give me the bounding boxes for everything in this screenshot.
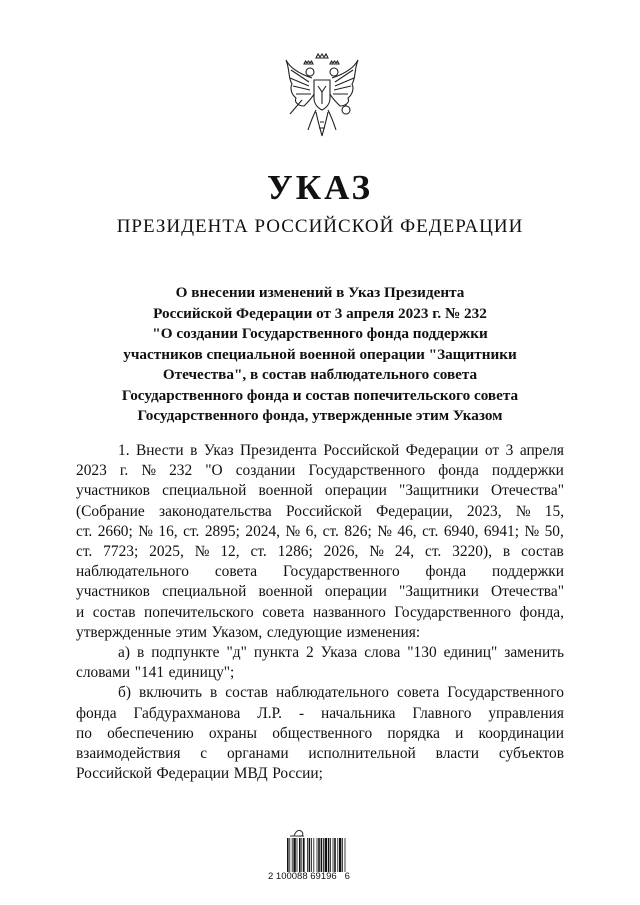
body-line: по обеспечению охраны общественного порядка и координации [76, 724, 564, 742]
heading-line: О внесении изменений в Указ Президента [175, 284, 465, 301]
body-line: утвержденные этим Указом, следующие изменения: [76, 623, 421, 641]
body-line: 2023 г. № 232 "О создании Государственного фонда поддержки [76, 462, 564, 480]
barcode-number: 2 100088 69196 6 [268, 871, 350, 882]
body-line: и состав попечительского совета названного Государственного фонда, [76, 603, 564, 621]
body-line: (Собрание законодательства Российской Федерации, 2023, № 15, [76, 502, 564, 520]
heading-line: Отечества", в состав наблюдательного совета [162, 366, 478, 383]
body-line: а) в подпункте "д" пункта 2 Указа слова "130 единиц" заменить [118, 644, 564, 662]
body-line: ст. 2660; № 16, ст. 2895; 2024, № 6, ст. 826; № 46, ст. 6940, 6941; № 50, [76, 522, 564, 540]
body-line: Российской Федерации МВД России; [76, 765, 323, 783]
body-line: ст. 7723; 2025, № 12, ст. 1286; 2026, № 24, ст. 3220), в состав [76, 543, 564, 561]
heading-line: Государственного фонда, утвержденные этим Указом [137, 407, 503, 424]
heading-line: Российской Федерации от 3 апреля 2023 г. № 232 [153, 304, 487, 322]
body-line: словами "141 единицу"; [76, 664, 235, 682]
decree-body [76, 441, 564, 784]
body-line: фонда Габдурахманова Л.Р. - начальника Главного управления [76, 704, 564, 722]
barcode [287, 838, 361, 872]
body-line: б) включить в состав наблюдательного совета Государственного [118, 684, 564, 702]
document-type-title: УКАЗ [267, 168, 373, 207]
heading-line: Государственного фонда и состав попечительского совета [121, 386, 519, 404]
decree-heading [80, 283, 560, 427]
issuer-title: ПРЕЗИДЕНТА РОССИЙСКОЙ ФЕДЕРАЦИИ [116, 216, 524, 237]
russian-coat-of-arms-icon [282, 52, 362, 142]
publisher-mark-icon [266, 826, 306, 838]
body-line: 1. Внести в Указ Президента Российской Федерации от 3 апреля [118, 442, 564, 459]
body-line: участников специальной военной операции "Защитники Отечества" [76, 482, 564, 500]
heading-line: "О создании Государственного фонда поддержки [152, 325, 488, 342]
heading-line: участников специальной военной операции "Защитники [123, 345, 517, 363]
body-line: взаимодействия с органами исполнительной власти субъектов [76, 745, 564, 763]
body-line: наблюдательного совета Государственного фонда поддержки [76, 563, 564, 581]
body-line: участников специальной военной операции "Защитники Отечества" [76, 583, 564, 601]
